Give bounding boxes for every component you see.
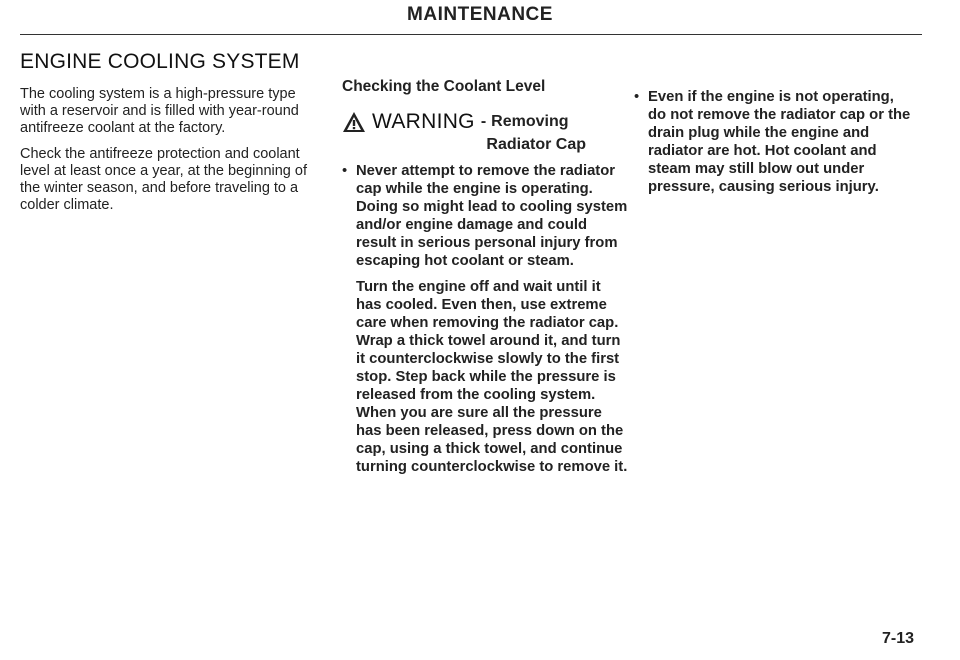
warning-item-1-continued: Turn the engine off and wait until it has cooled. Even then, use extreme care when removing the radiator cap. Wrap a thick towel around it, and turn it counterclockwise slowly to the first stop. Step back while the pressure is released from the cooling system. When you are sure all the pressure has been released, press down on the cap, using a thick towel, and continue turning counterclockwise to remove it. <box>356 279 628 475</box>
warning-item-1-text: Never attempt to remove the radiator cap while the engine is operating. Doing so might lead to cooling system and/or engine damage and could result in serious personal injury from escaping hot coolant or steam. <box>356 163 628 269</box>
bullet-2: • <box>634 89 640 105</box>
checking-coolant-title: Checking the Coolant Level <box>342 78 546 95</box>
warning-triangle-icon <box>342 111 366 133</box>
warning-dash: - <box>480 113 487 130</box>
page-header: MAINTENANCE <box>407 4 553 25</box>
intro-paragraph-2: Check the antifreeze protection and coolant level at least once a year, at the beginning of the winter season, and before traveling to a colder climate. <box>20 146 307 213</box>
section-title: ENGINE COOLING SYSTEM <box>20 50 300 73</box>
warning-item-1 <box>342 162 630 270</box>
warning-subtitle-line2: Radiator Cap <box>486 136 586 153</box>
warning-word: WARNING <box>372 110 475 133</box>
coolant-column <box>342 78 630 476</box>
warning-item-2-text: Even if the engine is not operating, do not remove the radiator cap or the drain plug while the engine and radiator are hot. Hot coolant and steam may still blow out under pressure, causing serious injury. <box>648 89 911 195</box>
warning-subtitle-line1: Removing <box>491 113 569 130</box>
intro-column <box>20 50 315 223</box>
warning-heading <box>342 110 630 134</box>
page-number: 7-13 <box>882 630 915 647</box>
intro-paragraph-1: The cooling system is a high-pressure type with a reservoir and is filled with year-round antifreeze coolant at the factory. <box>20 86 299 136</box>
warning-column-2 <box>634 88 914 204</box>
bullet-1: • <box>342 163 348 179</box>
warning-item-2 <box>634 88 914 196</box>
header-rule <box>20 34 922 35</box>
